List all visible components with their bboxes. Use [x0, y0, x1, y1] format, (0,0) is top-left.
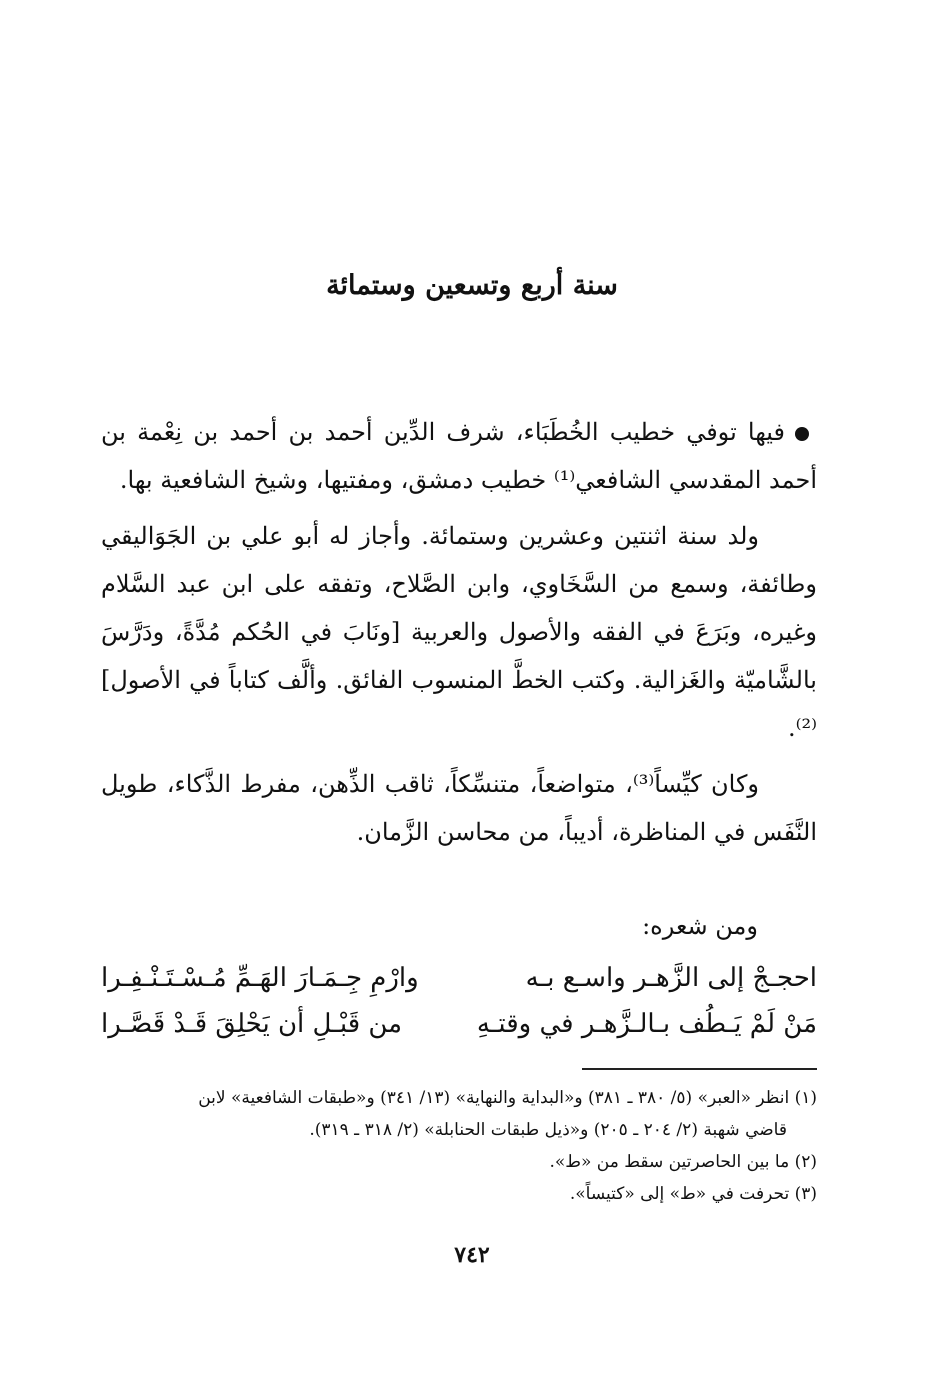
footnote-1-continued: قاضي شهبة (٢/ ٢٠٤ ـ ٢٠٥) و«ذيل طبقات الحنابلة» (٢/ ٣١٨ ـ ٣١٩).	[309, 1120, 787, 1140]
paragraph-1	[101, 408, 817, 504]
footnote-3: (٣) تحرفت في «ط» إلى «كتيساً».	[569, 1184, 817, 1204]
verse-2-second-hemistich: من قَبْـلِ أن يَحْلِقَ قَـدْ قَصَّـرا	[101, 1009, 403, 1039]
footnote-1: (١) انظر «العبر» (٥/ ٣٨٠ ـ ٣٨١) و«البداية والنهاية» (١٣/ ٣٤١) و«طبقات الشافعية» لابن	[198, 1088, 817, 1108]
poem-verse-2	[101, 1002, 817, 1046]
chapter-title: سنة أربع وتسعين وستمائة	[326, 270, 618, 301]
footnotes	[101, 1082, 817, 1210]
page-number: ٧٤٢	[454, 1242, 490, 1268]
bullet-icon	[795, 427, 809, 441]
verse-2-first-hemistich: مَنْ لَمْ يَـطُف بـالـزَّهـر في وقتـهِ	[476, 1009, 817, 1039]
poem-verse-1	[101, 956, 817, 1000]
paragraph-2: ولد سنة اثنتين وعشرين وستمائة. وأجاز له أبو علي بن الجَوَاليقي وطائفة، وسمع من السَّخَاوي، وابن الصَّلاح، وتفقه على ابن عبد السَّلام وغيره، وبَرَعَ في الفقه والأصول والعربية [ونَابَ في الحُكم مُدَّةً، ودَرَّسَ بالشَّاميّة والغَزالية. وكتب الخطَّ المنسوب الفائق. وألَّف كتاباً في الأصول]⁽²⁾.	[101, 522, 817, 742]
verse-1-second-hemistich: وارْمِ جِـمَـارَ الهَـمِّ مُـسْـتَـنْـفِـرا	[101, 963, 419, 993]
verse-1-first-hemistich: احجـجْ إلى الزَّهـر واسـع بـه	[525, 963, 817, 993]
footnote-2: (٢) ما بين الحاصرتين سقط من «ط».	[549, 1152, 817, 1172]
poem-intro: ومن شعره:	[642, 912, 758, 940]
paragraph-1-text: فيها توفي خطيب الخُطَبَاء، شرف الدِّين أحمد بن أحمد بن نِعْمة بن أحمد المقدسي الشافعي⁽¹⁾ خطيب دمشق، ومفتيها، وشيخ الشافعية بها.	[101, 418, 817, 494]
paragraph-3: وكان كيِّساً⁽³⁾، متواضعاً، متنسِّكاً، ثاقب الذِّهن، مفرط الذَّكاء، طويل النَّفَس في المناظرة، أديباً، من محاسن الزَّمان.	[101, 770, 817, 846]
footnote-divider	[582, 1068, 817, 1070]
body-text	[101, 408, 817, 864]
